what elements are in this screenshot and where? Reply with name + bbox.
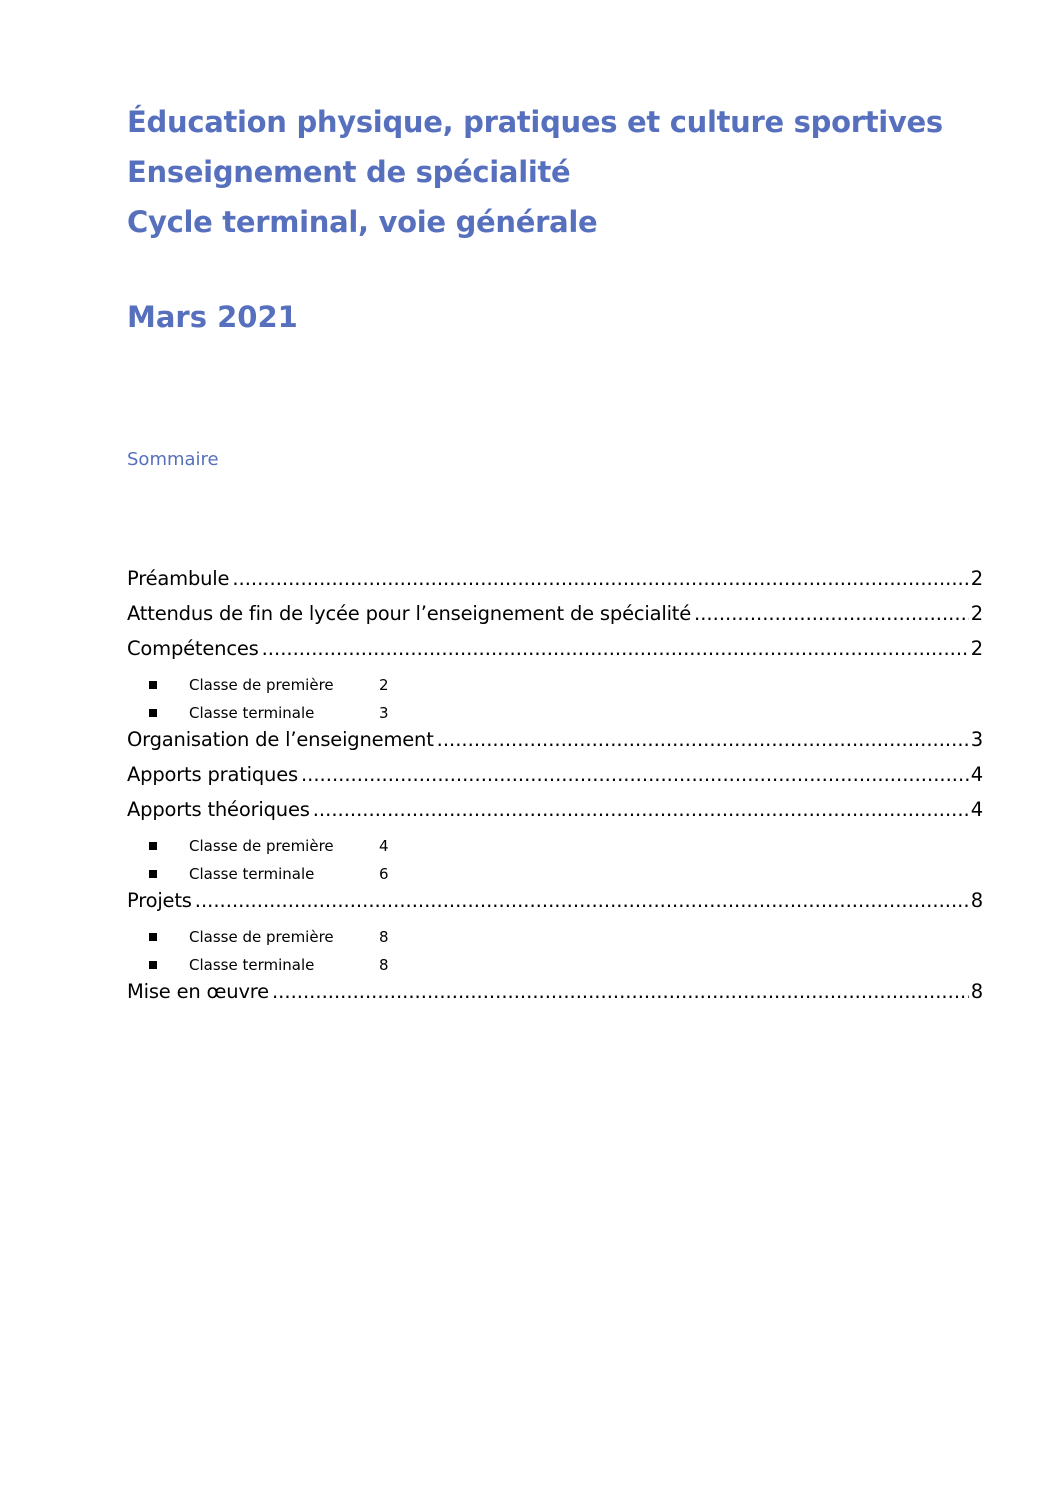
sommaire-heading: Sommaire — [127, 449, 219, 470]
toc-leader-dots — [694, 601, 969, 627]
toc-entry-label: Organisation de l’enseignement — [127, 728, 434, 751]
toc-sub-entry-label: Classe terminale — [189, 865, 315, 883]
toc-entry-label: Mise en œuvre — [127, 980, 269, 1003]
square-bullet-icon — [149, 961, 157, 969]
toc-sub-entry-label: Classe terminale — [189, 956, 315, 974]
document-date: Mars 2021 — [127, 300, 298, 334]
square-bullet-icon — [149, 709, 157, 717]
toc-sub-entry-page: 8 — [379, 928, 389, 946]
toc-leader-dots — [195, 888, 969, 914]
toc-sub-entry[interactable] — [127, 832, 983, 860]
square-bullet-icon — [149, 842, 157, 850]
toc-entry-label: Compétences — [127, 637, 259, 660]
toc-entry-label: Préambule — [127, 567, 230, 590]
toc-leader-dots — [313, 797, 969, 823]
toc-leader-dots — [301, 762, 969, 788]
title-line-3: Cycle terminal, voie générale — [127, 205, 598, 239]
table-of-contents — [127, 566, 983, 1014]
document-title — [127, 97, 1007, 247]
toc-sub-entry-label: Classe de première — [189, 928, 334, 946]
toc-sub-entry[interactable] — [127, 671, 983, 699]
toc-sub-entry-page: 6 — [379, 865, 389, 883]
toc-entry-page: 4 — [970, 763, 983, 786]
toc-sub-entry-page: 8 — [379, 956, 389, 974]
toc-sub-entry[interactable] — [127, 923, 983, 951]
toc-entry[interactable] — [127, 636, 983, 671]
toc-entry-page: 2 — [970, 602, 983, 625]
toc-entry-label: Apports pratiques — [127, 763, 298, 786]
toc-entry-page: 8 — [970, 889, 983, 912]
toc-sub-entry-page: 4 — [379, 837, 389, 855]
toc-entry-page: 8 — [970, 980, 983, 1003]
toc-sub-entry-page: 2 — [379, 676, 389, 694]
toc-entry[interactable] — [127, 888, 983, 923]
toc-sub-entry[interactable] — [127, 699, 983, 727]
title-line-1: Éducation physique, pratiques et culture sportives — [127, 105, 943, 139]
toc-leader-dots — [437, 727, 969, 753]
toc-entry-label: Attendus de fin de lycée pour l’enseignement de spécialité — [127, 602, 692, 625]
toc-entry[interactable] — [127, 797, 983, 832]
toc-entry-page: 2 — [970, 567, 983, 590]
toc-sub-entry[interactable] — [127, 860, 983, 888]
toc-entry[interactable] — [127, 979, 983, 1014]
toc-entry-label: Projets — [127, 889, 192, 912]
square-bullet-icon — [149, 681, 157, 689]
toc-leader-dots — [272, 979, 969, 1005]
toc-sub-entry-label: Classe terminale — [189, 704, 315, 722]
toc-entry[interactable] — [127, 727, 983, 762]
square-bullet-icon — [149, 870, 157, 878]
toc-sub-entry[interactable] — [127, 951, 983, 979]
toc-entry[interactable] — [127, 566, 983, 601]
toc-sub-entry-label: Classe de première — [189, 837, 334, 855]
title-line-2: Enseignement de spécialité — [127, 155, 571, 189]
toc-entry[interactable] — [127, 762, 983, 797]
toc-sub-entry-page: 3 — [379, 704, 389, 722]
toc-entry-page: 2 — [970, 637, 983, 660]
square-bullet-icon — [149, 933, 157, 941]
toc-entry-label: Apports théoriques — [127, 798, 310, 821]
toc-entry-page: 4 — [970, 798, 983, 821]
toc-leader-dots — [232, 566, 968, 592]
toc-leader-dots — [262, 636, 969, 662]
toc-entry-page: 3 — [970, 728, 983, 751]
toc-entry[interactable] — [127, 601, 983, 636]
toc-sub-entry-label: Classe de première — [189, 676, 334, 694]
